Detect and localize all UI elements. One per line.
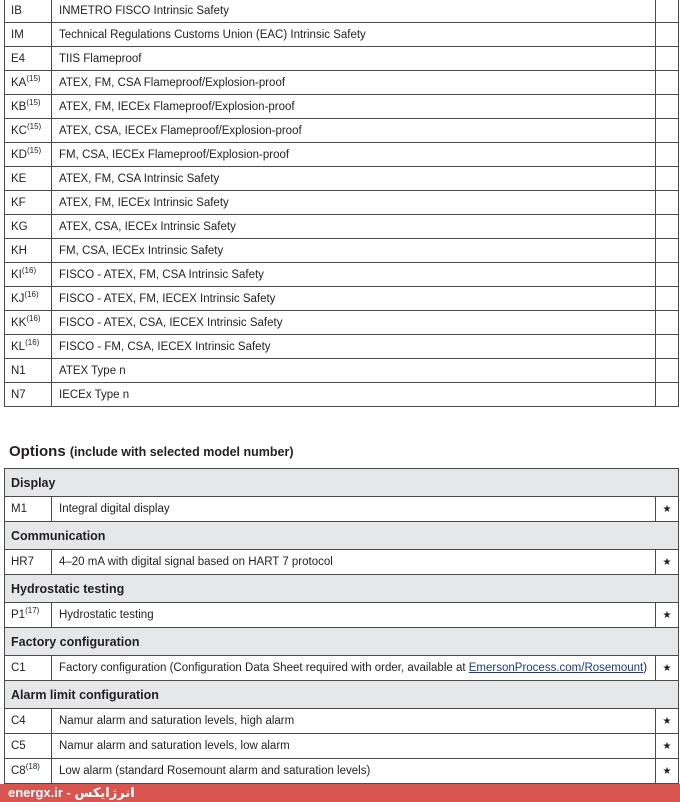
section-title-communication: Communication — [5, 522, 679, 550]
section-title-factory: Factory configuration — [5, 628, 679, 656]
approval-code: KF — [5, 191, 52, 215]
option-row-p1 — [5, 603, 679, 628]
empty-cell — [656, 0, 679, 23]
approval-code: KJ$^{(16)}$ — [5, 287, 52, 311]
option-description: Integral digital display — [52, 497, 656, 522]
approval-description: ATEX, CSA, IECEx Flameproof/Explosion-proof — [52, 119, 656, 143]
approval-code: KA$^{(15)}$ — [5, 71, 52, 95]
footer-watermark-bar — [0, 784, 680, 802]
option-description: Low alarm (standard Rosemount alarm and saturation levels) — [52, 759, 656, 784]
options-heading — [9, 443, 294, 460]
approval-description: FISCO - ATEX, CSA, IECEX Intrinsic Safety — [52, 311, 656, 335]
section-row-alarm — [5, 681, 679, 709]
approval-code: KB$^{(15)}$ — [5, 95, 52, 119]
approval-row — [5, 311, 679, 335]
empty-cell — [656, 47, 679, 71]
approval-row — [5, 287, 679, 311]
approval-description: Technical Regulations Customs Union (EAC) Intrinsic Safety — [52, 23, 656, 47]
option-row-c1 — [5, 656, 679, 681]
approval-row — [5, 215, 679, 239]
approval-row — [5, 119, 679, 143]
star-icon: ★ — [656, 656, 679, 681]
empty-cell — [656, 71, 679, 95]
approval-description: FISCO - ATEX, FM, IECEX Intrinsic Safety — [52, 287, 656, 311]
approval-description: FISCO - ATEX, FM, CSA Intrinsic Safety — [52, 263, 656, 287]
options-title: Options — [9, 443, 66, 460]
star-icon: ★ — [656, 550, 679, 575]
approval-row — [5, 263, 679, 287]
empty-cell — [656, 119, 679, 143]
approval-description: INMETRO FISCO Intrinsic Safety — [52, 0, 656, 23]
empty-cell — [656, 383, 679, 407]
option-code: C5 — [5, 734, 52, 759]
option-code: C4 — [5, 709, 52, 734]
approval-code: KG — [5, 215, 52, 239]
approval-row — [5, 0, 679, 23]
approval-code: KL$^{(16)}$ — [5, 335, 52, 359]
approval-row — [5, 359, 679, 383]
approval-code: KD$^{(15)}$ — [5, 143, 52, 167]
options-table — [4, 468, 679, 784]
star-icon: ★ — [656, 497, 679, 522]
option-row-c5 — [5, 734, 679, 759]
approval-code: IM — [5, 23, 52, 47]
emerson-link[interactable]: EmersonProcess.com/Rosemount — [468, 662, 644, 674]
section-title-hydrostatic: Hydrostatic testing — [5, 575, 679, 603]
approval-code: IB — [5, 0, 52, 23]
approval-description: ATEX, FM, IECEx Flameproof/Explosion-proof — [52, 95, 656, 119]
approvals-table-body — [5, 0, 679, 407]
section-title-display: Display — [5, 469, 679, 497]
approval-row — [5, 143, 679, 167]
option-row-c8 — [5, 759, 679, 784]
section-title-alarm: Alarm limit configuration — [5, 681, 679, 709]
approval-description: ATEX Type n — [52, 359, 656, 383]
approval-code: KE — [5, 167, 52, 191]
approval-code: N7 — [5, 383, 52, 407]
empty-cell — [656, 143, 679, 167]
option-code: HR7 — [5, 550, 52, 575]
approval-code: E4 — [5, 47, 52, 71]
empty-cell — [656, 167, 679, 191]
empty-cell — [656, 359, 679, 383]
approval-description: ATEX, FM, IECEx Intrinsic Safety — [52, 191, 656, 215]
approval-description: ATEX, CSA, IECEx Intrinsic Safety — [52, 215, 656, 239]
empty-cell — [656, 335, 679, 359]
star-icon: ★ — [656, 759, 679, 784]
approval-code: KH — [5, 239, 52, 263]
approval-description: FISCO - FM, CSA, IECEX Intrinsic Safety — [52, 335, 656, 359]
approval-code: KI$^{(16)}$ — [5, 263, 52, 287]
approval-row — [5, 335, 679, 359]
approval-code: N1 — [5, 359, 52, 383]
star-icon: ★ — [656, 603, 679, 628]
footer-watermark-text[interactable]: energx.ir - انرژایکس — [8, 785, 135, 800]
approval-description: ATEX, FM, CSA Flameproof/Explosion-proof — [52, 71, 656, 95]
approval-row — [5, 71, 679, 95]
option-row-c4 — [5, 709, 679, 734]
approval-description: TIIS Flameproof — [52, 47, 656, 71]
empty-cell — [656, 239, 679, 263]
approval-description: IECEx Type n — [52, 383, 656, 407]
approval-row — [5, 47, 679, 71]
option-row-hr7 — [5, 550, 679, 575]
empty-cell — [656, 215, 679, 239]
option-description: Namur alarm and saturation levels, low alarm — [52, 734, 656, 759]
approval-row — [5, 23, 679, 47]
approvals-table — [4, 0, 679, 407]
approval-row — [5, 95, 679, 119]
option-code: C1 — [5, 656, 52, 681]
empty-cell — [656, 263, 679, 287]
empty-cell — [656, 95, 679, 119]
approval-row — [5, 383, 679, 407]
approval-code: KC$^{(15)}$ — [5, 119, 52, 143]
approval-description: FM, CSA, IECEx Flameproof/Explosion-proof — [52, 143, 656, 167]
options-subtitle: (include with selected model number) — [69, 445, 294, 459]
option-description: Hydrostatic testing — [52, 603, 656, 628]
section-row-factory — [5, 628, 679, 656]
option-code: M1 — [5, 497, 52, 522]
section-row-display — [5, 469, 679, 497]
option-row-m1 — [5, 497, 679, 522]
option-code: P1$^{(17)}$ — [5, 603, 52, 628]
empty-cell — [656, 287, 679, 311]
section-row-hydrostatic — [5, 575, 679, 603]
approval-description: ATEX, FM, CSA Intrinsic Safety — [52, 167, 656, 191]
star-icon: ★ — [656, 709, 679, 734]
approval-code: KK$^{(16)}$ — [5, 311, 52, 335]
section-row-communication — [5, 522, 679, 550]
option-description: Factory configuration (Configuration Data Sheet required with order, available at EmersonProcess.com/Rosemount) — [52, 656, 656, 681]
approval-row — [5, 167, 679, 191]
approval-row — [5, 239, 679, 263]
option-code: C8$^{(18)}$ — [5, 759, 52, 784]
star-icon: ★ — [656, 734, 679, 759]
approval-description: FM, CSA, IECEx Intrinsic Safety — [52, 239, 656, 263]
option-description: Namur alarm and saturation levels, high alarm — [52, 709, 656, 734]
empty-cell — [656, 191, 679, 215]
option-description: 4–20 mA with digital signal based on HART 7 protocol — [52, 550, 656, 575]
empty-cell — [656, 23, 679, 47]
empty-cell — [656, 311, 679, 335]
approval-row — [5, 191, 679, 215]
